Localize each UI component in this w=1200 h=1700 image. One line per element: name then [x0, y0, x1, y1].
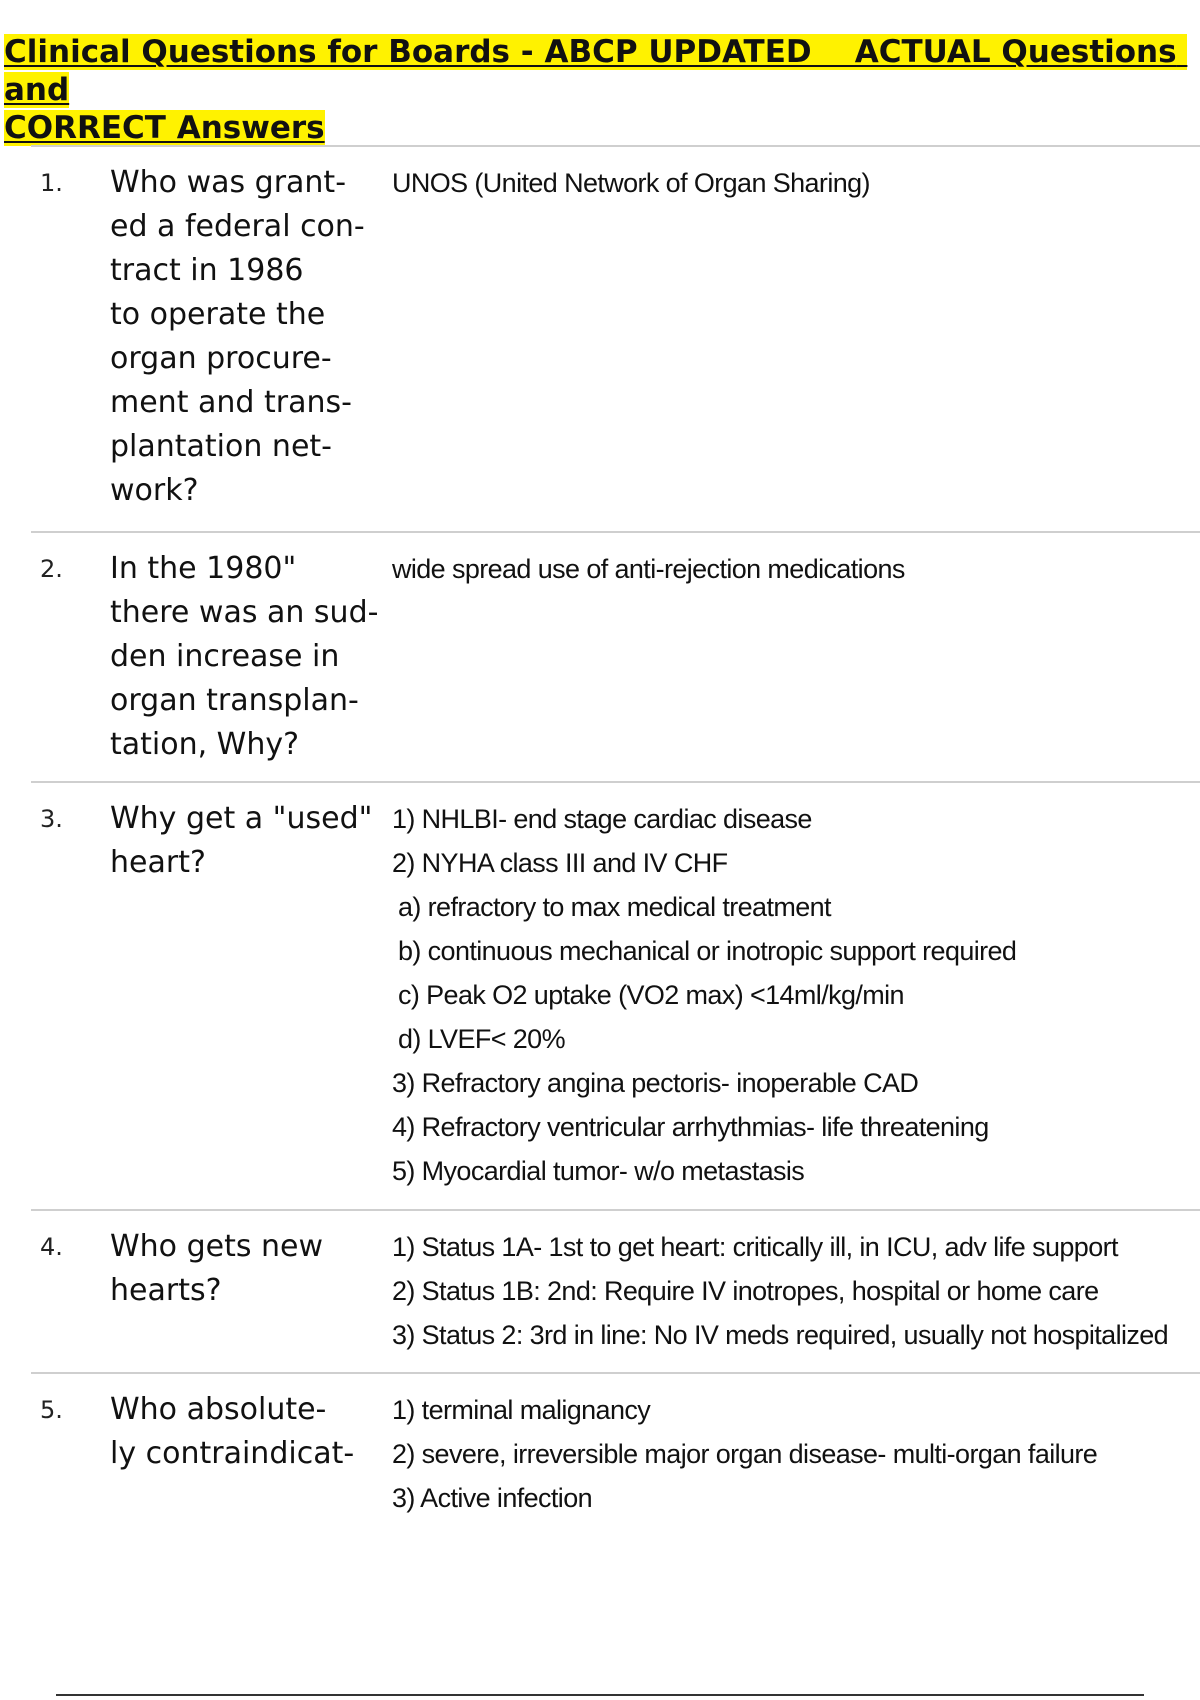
answer-subline: b) continuous mechanical or inotropic support required	[397, 936, 1017, 966]
answer-subline: d) LVEF< 20%	[397, 1024, 565, 1054]
question-text: Why get a "used" heart?	[110, 801, 373, 880]
answer-line: 1) NHLBI- end stage cardiac disease	[391, 804, 812, 834]
answer	[381, 547, 1200, 781]
answer-line: 2) NYHA class III and IV CHF	[391, 848, 728, 878]
question-text: Who was grant- ed a federal con- tract in 1986 to operate the organ procure- ment and trans- plantation net- work?	[110, 165, 365, 508]
answer-line: wide spread use of anti-rejection medications	[391, 554, 905, 584]
question-text: Who absolute- ly contraindicat-	[110, 1392, 355, 1471]
question-text: Who gets new hearts?	[110, 1229, 324, 1308]
answer-line: 2) Status 1B: 2nd: Require IV inotropes, hospital or home care	[391, 1276, 1099, 1306]
answer-line: 3) Status 2: 3rd in line: No IV meds required, usually not hospitalized	[391, 1320, 1169, 1350]
qa-list	[31, 145, 1200, 1534]
answer	[381, 797, 1200, 1209]
document-title	[4, 33, 1188, 147]
question-number: 4.	[40, 1233, 63, 1261]
qa-row-5	[31, 1374, 1200, 1534]
answer	[381, 1225, 1200, 1372]
document-title-line-1: Clinical Questions for Boards - ABCP UPDATED ACTUAL Questions and	[4, 34, 1188, 108]
question-number: 5.	[40, 1396, 63, 1424]
qa-row-3	[31, 783, 1200, 1211]
answer-line: 3) Active infection	[391, 1483, 593, 1513]
answer	[381, 1388, 1200, 1534]
qa-row-1	[31, 147, 1200, 533]
footer-rule	[56, 1694, 1144, 1696]
answer-subline: a) refractory to max medical treatment	[397, 892, 831, 922]
qa-row-4	[31, 1211, 1200, 1374]
document-title-line-2: CORRECT Answers	[4, 110, 325, 146]
answer-line: 1) terminal malignancy	[391, 1395, 651, 1425]
question-number: 1.	[40, 169, 63, 197]
question-text: In the 1980" there was an sud- den increase in organ transplan- tation, Why?	[110, 551, 379, 762]
answer-line: 4) Refractory ventricular arrhythmias- life threatening	[391, 1112, 989, 1142]
question-number: 3.	[40, 805, 63, 833]
answer-line: 1) Status 1A- 1st to get heart: critically ill, in ICU, adv life support	[391, 1232, 1118, 1262]
qa-row-2	[31, 533, 1200, 783]
answer-line: UNOS (United Network of Organ Sharing)	[391, 168, 870, 198]
answer	[381, 161, 1200, 531]
answer-subline: c) Peak O2 uptake (VO2 max) <14ml/kg/min	[397, 980, 904, 1010]
question-number: 2.	[40, 555, 63, 583]
answer-line: 3) Refractory angina pectoris- inoperable CAD	[391, 1068, 919, 1098]
answer-line: 2) severe, irreversible major organ disease- multi-organ failure	[391, 1439, 1098, 1469]
answer-line: 5) Myocardial tumor- w/o metastasis	[391, 1156, 805, 1186]
